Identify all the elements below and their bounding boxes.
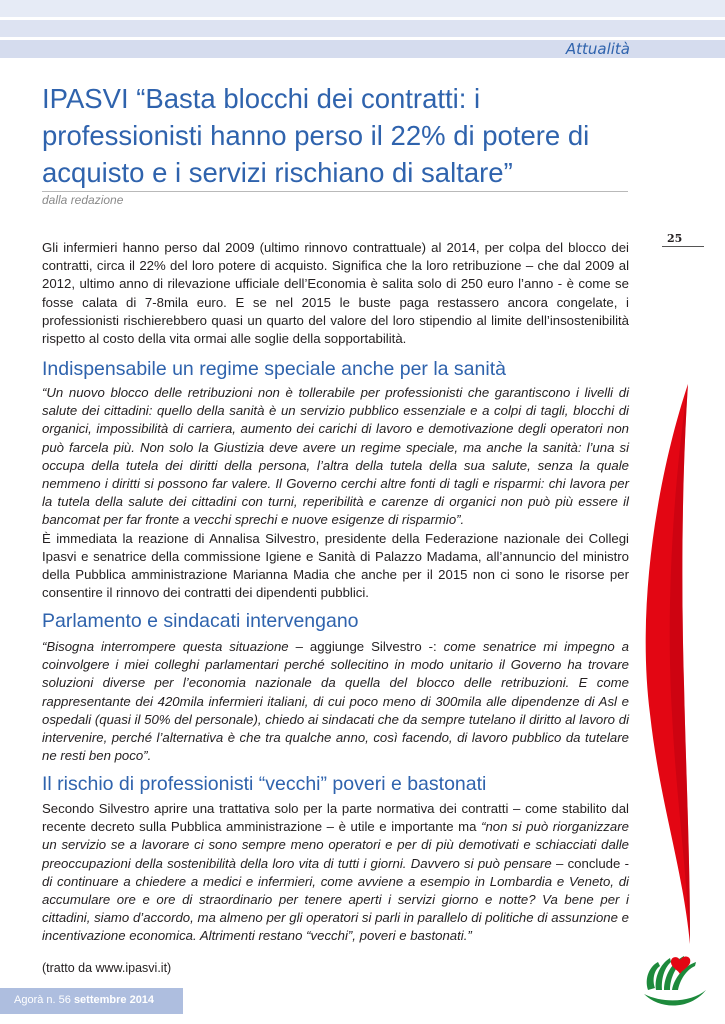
section-1-body — [42, 384, 629, 602]
section-3-quote-b: di continuare a chiedere a medici e infermieri, come avviene a esempio in Lombardia e Veneto, di accumulare ore e ore di straordinario per tenere aperti i servizi giorno e notte? Va bene per i cittadini, siamo d’accordo, ma almeno per gli operatori si parli in parallelo di politiche di assunzione e incentivazione economica. Altrimenti restano “vecchi”, poveri e bastonati.” — [42, 873, 629, 944]
section-3-quote-a: “non si può riorganizzare un servizio se a lavorare ci sono sempre meno operatori e per di più demotivati e schiacciati dalle preoccupazioni della sostenibilità della loro vita di tutti i giorni. Davvero si può pensare — [42, 819, 629, 871]
header-band-middle — [0, 20, 725, 37]
article-title: IPASVI “Basta blocchi dei contratti: i professionisti hanno perso il 22% di potere di acquisto e i servizi rischiano di saltare” — [42, 83, 590, 188]
section-1-text: È immediata la reazione di Annalisa Silvestro, presidente della Federazione nazionale dei Collegi Ipasvi e senatrice della commissione Igiene e Sanità di Palazzo Madama, all’annuncio del ministro della Pubblica amministrazione Marianna Madia che anche per il 2015 non ci sono le risorse per consentire il rinnovo dei contratti dei dipendenti pubblici. — [42, 530, 629, 601]
footer-issue — [14, 994, 154, 1006]
section-heading-1: Indispensabile un regime speciale anche per la sanità — [42, 358, 506, 380]
footer-magazine: Agorà n. 56 — [14, 994, 71, 1006]
section-3-plain-a: Secondo Silvestro aprire una trattativa solo per la parte normativa dei contratti – come stabilito dal recente decreto sulla Pubblica amministrazione – è utile e importante ma — [42, 801, 629, 835]
section-2-body — [42, 638, 629, 765]
section-2-quote-b: come senatrice mi impegno a coinvolgere i miei colleghi parlamentari perché sollecitino in modo unitario il Governo ha trovare soluzioni diverse per l’economia nazionale da quella del blocco delle retribuzioni. E come rappresentante dei 420mila infermieri italiani, di cui poco meno di 300mila alle dipendenze di Asl e ospedali (quasi il 50% del personale), chiedo ai sindacati che da sempre tutelano il diritto al lavoro di intervenire, perché l’alternativa è che tra qualche anno, così facendo, di lavoro pubblico da tutelare ne resti ben poco”. — [42, 639, 630, 764]
section-2-quote-a: “Bisogna interrompere questa situazione — [42, 639, 289, 654]
section-1-quote: “Un nuovo blocco delle retribuzioni non è tollerabile per professionisti che garantiscono i livelli di salute dei cittadini: quello della sanità è un servizio pubblico essenziale e a colpi di tagli, blocchi di organici, impossibilità di carriera, aumento dei carichi di lavoro e demotivazione degli operatori non può farcela più. Non solo la Giustizia deve avere un regime speciale, ma anche la sanità: l’una si occupa della tutela dei diritti della persona, l’altra della tutela della sua salute, senza la quale nemmeno i diritti si possono far valere. Il Governo cerchi altre fonti di tagli e risparmi: chi lavora per la tutela della salute dei cittadini con turni, reperibilità e carenze di organici non può più essere il bancomat per far fronte a vecchi sprechi e nuove esigenze di risparmio”. — [42, 385, 629, 528]
section-3-body — [42, 800, 629, 946]
source-credit: (tratto da www.ipasvi.it) — [42, 961, 172, 975]
section-heading-3: Il rischio di professionisti “vecchi” poveri e bastonati — [42, 773, 487, 795]
intro-paragraph: Gli infermieri hanno perso dal 2009 (ultimo rinnovo contrattuale) al 2014, per colpa del blocco dei contratti, circa il 22% del loro potere di acquisto. Significa che la loro retribuzione – che dal 2009 al 2012, ultimo anno di rilevazione ufficiale dell’Economia è salita solo di 250 euro l’anno - è come se fosse calata di 7-8mila euro. E se nel 2015 le buste paga restassero ancora congelate, i professionisti rischierebbero quasi un quarto del valore del loro stipendio al limite dell’insostenibilità rispetto al costo della vita ormai alle soglie della sopportabilità. — [42, 240, 629, 347]
logo-swoosh — [644, 990, 706, 1006]
section-3-plain-b: – conclude - — [551, 855, 629, 871]
byline: dalla redazione — [42, 193, 124, 207]
page-number-rule — [662, 246, 704, 247]
title-divider — [42, 191, 628, 192]
footer-date: settembre 2014 — [73, 994, 155, 1006]
header-band-top — [0, 0, 725, 17]
section-tag: Attualità — [565, 40, 630, 58]
red-ribbon-decoration — [628, 384, 698, 944]
ipasvi-logo — [640, 950, 710, 1012]
section-2-plain-a: – aggiunge Silvestro -: — [288, 639, 444, 654]
section-heading-2: Parlamento e sindacati intervengano — [42, 610, 359, 632]
page-number: 25 — [667, 232, 683, 245]
